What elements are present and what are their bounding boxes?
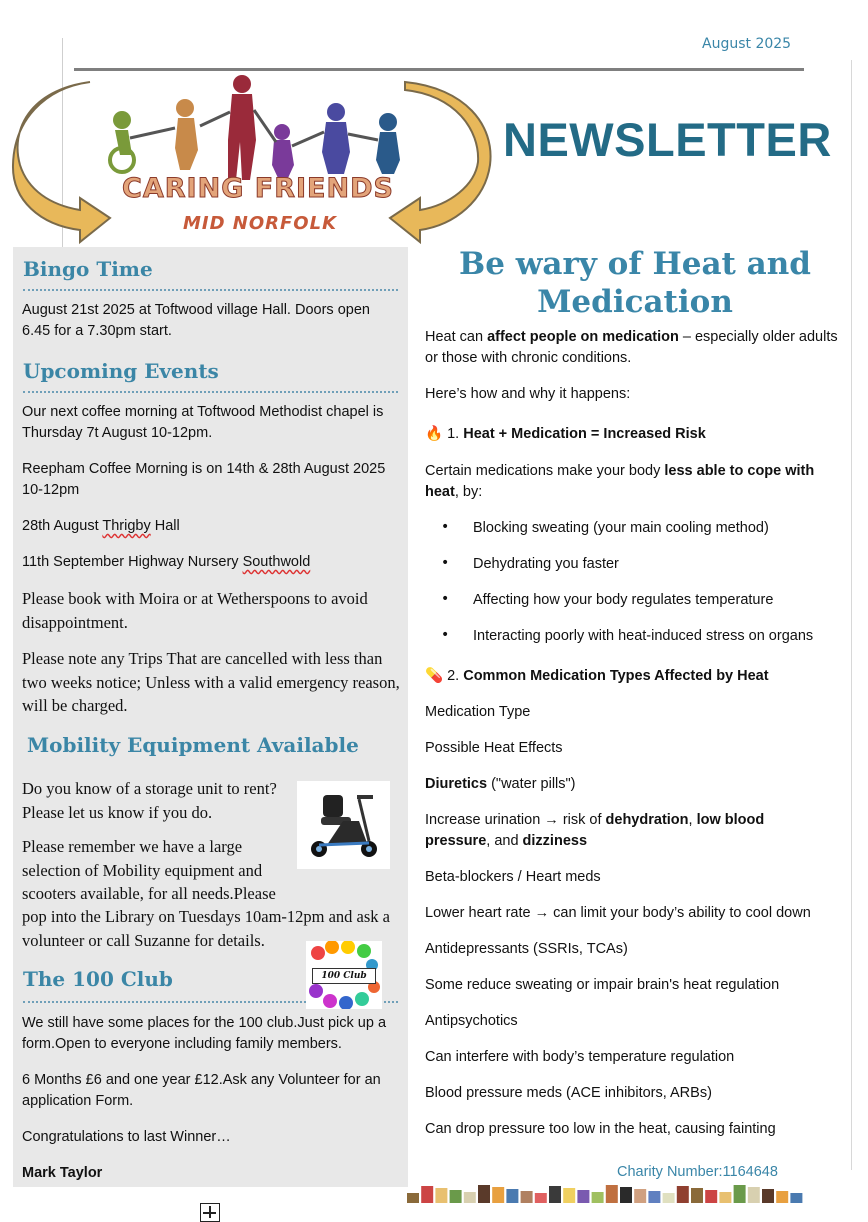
bullet-icon: •	[441, 591, 450, 607]
list-item: Blocking sweating (your main cooling method)	[473, 520, 769, 536]
pencil-mark	[521, 1191, 533, 1203]
events-coffee-morning: Our next coffee morning at Toftwood Methodist chapel is Thursday 7t August 10-12pm.	[22, 404, 384, 441]
text: 28th August	[22, 518, 103, 534]
effect-beta-blockers: Lower heart rate → can limit your body’s ability to cool down	[425, 905, 811, 921]
emphasis: dehydration	[605, 812, 689, 828]
events-cancellation: Please note any Trips That are cancelled with less than two weeks notice; Unless with a valid emergency reason, will be charged.	[22, 649, 400, 715]
emphasis: dizziness	[522, 833, 588, 849]
emphasis: low blood pressure	[425, 812, 765, 849]
misspelled-word: Southwold	[242, 554, 311, 570]
article-how: Here’s how and why it happens:	[425, 386, 631, 402]
pencil-mark	[492, 1187, 504, 1203]
bullet-icon: •	[441, 519, 450, 535]
charity-number: Charity Number:1164648	[617, 1164, 778, 1180]
pencil-mark	[705, 1190, 717, 1203]
medication-diuretics	[425, 774, 845, 795]
pencil-mark	[592, 1192, 604, 1203]
pencil-mark	[691, 1188, 703, 1203]
events-thrigby	[22, 516, 402, 537]
pencil-mark	[577, 1190, 589, 1203]
list-item: Interacting poorly with heat-induced stress on organs	[473, 628, 814, 644]
people-figures-icon	[110, 75, 400, 180]
medication-beta-blockers: Beta-blockers / Heart meds	[425, 869, 601, 885]
section-1-heading	[425, 424, 845, 445]
pencil-mark	[549, 1186, 561, 1203]
mobility-scooter-image	[297, 781, 390, 869]
caring-friends-logo	[10, 70, 500, 250]
text: Increase urination → risk of	[425, 812, 606, 828]
pencil-mark	[464, 1192, 476, 1203]
scooter-icon	[297, 781, 390, 869]
left-arrow-icon	[13, 82, 110, 242]
pencil-mark	[535, 1193, 547, 1203]
divider	[23, 391, 398, 393]
logo-title: CARING FRIENDS	[122, 173, 394, 204]
100-club-hands-image	[306, 941, 382, 1009]
right-arrow-icon	[390, 82, 491, 242]
pencil-mark	[421, 1186, 433, 1203]
section-2-heading	[425, 666, 845, 687]
club-heading: The 100 Club	[23, 967, 173, 991]
events-reepham: Reepham Coffee Morning is on 14th & 28th August 2025 10-12pm	[22, 461, 386, 498]
text: ,	[688, 812, 697, 828]
text: , by:	[454, 484, 483, 500]
newsletter-title: NEWSLETTER	[503, 113, 832, 166]
text: Heat can	[425, 329, 488, 345]
mobility-storage: Do you know of a storage unit to rent? Please let us know if you do.	[22, 779, 277, 822]
club-winner: Mark Taylor	[22, 1165, 103, 1181]
pencil-mark	[506, 1189, 518, 1203]
pencil-mark	[776, 1191, 788, 1203]
medication-antipsychotics: Antipsychotics	[425, 1013, 518, 1029]
club-prices: 6 Months £6 and one year £12.Ask any Volunteer for an application Form.	[22, 1072, 381, 1109]
events-heading: Upcoming Events	[23, 359, 219, 383]
emphasis: Heat + Medication = Increased Risk	[463, 426, 706, 442]
pencil-mark	[407, 1193, 419, 1203]
mobility-equipment: Please remember we have a large selection of Mobility equipment and scooters available, for all needs.Please	[22, 837, 276, 903]
text: , and	[486, 833, 523, 849]
text: Certain medications make your body	[425, 463, 665, 479]
pencil-mark	[563, 1188, 575, 1203]
text: Hall	[150, 518, 180, 534]
bullet-icon: •	[441, 627, 450, 643]
text: 11th September Highway Nursery	[22, 554, 243, 570]
fire-icon: 🔥	[425, 426, 444, 442]
club-badge-label: 100 Club	[312, 968, 376, 984]
pencil-mark	[620, 1187, 632, 1203]
text: 2.	[443, 668, 464, 684]
misspelled-word: Thrigby	[102, 518, 151, 534]
mobility-heading: Mobility Equipment Available	[27, 733, 359, 757]
column-header-effects: Possible Heat Effects	[425, 740, 563, 756]
text: 1.	[443, 426, 464, 442]
pencil-mark	[606, 1185, 618, 1203]
text: ("water pills")	[487, 776, 576, 792]
bullet-icon: •	[441, 555, 450, 571]
colored-pencils-border	[407, 1183, 805, 1203]
club-congrats: Congratulations to last Winner…	[22, 1129, 231, 1145]
pill-icon: 💊	[425, 668, 444, 684]
table-move-handle-icon[interactable]	[200, 1203, 220, 1222]
pencil-mark	[677, 1186, 689, 1203]
pencil-mark	[663, 1193, 675, 1203]
emphasis: less able to cope with heat	[425, 463, 815, 500]
mobility-library: pop into the Library on Tuesdays 10am-12pm and ask a volunteer or call Suzanne for details.	[22, 907, 390, 950]
emphasis: affect people on medication	[487, 329, 679, 345]
pencil-mark	[478, 1185, 490, 1203]
issue-date: August 2025	[702, 36, 792, 52]
article-intro	[425, 327, 845, 369]
effect-antipsychotics: Can interfere with body’s temperature regulation	[425, 1049, 735, 1065]
sidebar-panel	[13, 247, 408, 1187]
pencil-mark	[790, 1193, 802, 1203]
effect-antidepressants: Some reduce sweating or impair brain's heat regulation	[425, 977, 780, 993]
pencil-mark	[719, 1192, 731, 1203]
divider	[23, 289, 398, 291]
pencil-mark	[734, 1185, 746, 1203]
club-places: We still have some places for the 100 club.Just pick up a form.Open to everyone including family members.	[22, 1015, 387, 1052]
pencil-mark	[748, 1187, 760, 1203]
pencil-mark	[762, 1189, 774, 1203]
bingo-heading: Bingo Time	[23, 257, 153, 281]
emphasis: Common Medication Types Affected by Heat	[463, 668, 769, 684]
logo-subtitle: MID NORFOLK	[182, 213, 338, 234]
emphasis: Diuretics	[425, 776, 488, 792]
pencil-mark	[634, 1189, 646, 1203]
column-header-medication: Medication Type	[425, 704, 531, 720]
section-1-text	[425, 461, 845, 503]
effect-diuretics	[425, 810, 805, 852]
medication-bp-meds: Blood pressure meds (ACE inhibitors, ARBs)	[425, 1085, 712, 1101]
page-rule-right	[851, 60, 852, 1170]
pencil-row	[407, 1185, 802, 1203]
effect-bp-meds: Can drop pressure too low in the heat, causing fainting	[425, 1121, 776, 1137]
list-item: Affecting how your body regulates temperature	[473, 592, 774, 608]
medication-antidepressants: Antidepressants (SSRIs, TCAs)	[425, 941, 628, 957]
events-booking: Please book with Moira or at Wetherspoons to avoid disappointment.	[22, 589, 368, 632]
pencil-mark	[450, 1190, 462, 1203]
list-item: Dehydrating you faster	[473, 556, 619, 572]
pencil-mark	[435, 1188, 447, 1203]
pencil-mark	[648, 1191, 660, 1203]
article-title: Be wary of Heat and Medication	[459, 246, 811, 320]
events-southwold	[22, 552, 402, 573]
text: – especially older adults or those with chronic conditions.	[425, 329, 838, 366]
bingo-text: August 21st 2025 at Toftwood village Hall. Doors open 6.45 for a 7.30pm start.	[22, 302, 370, 339]
